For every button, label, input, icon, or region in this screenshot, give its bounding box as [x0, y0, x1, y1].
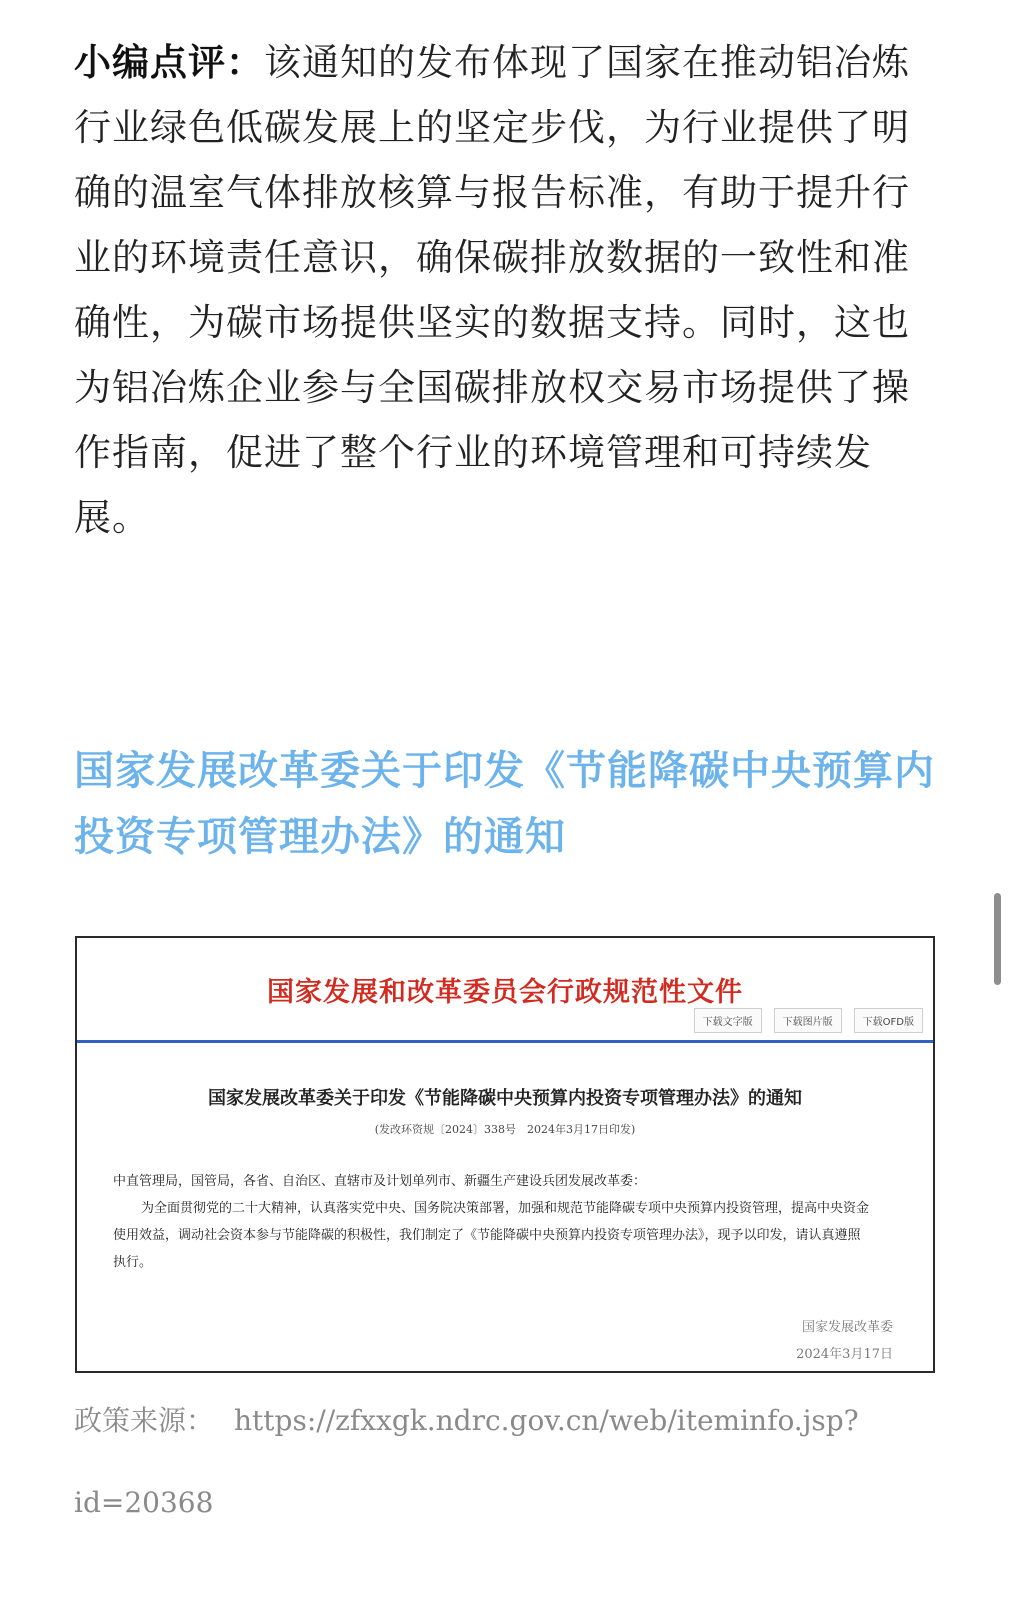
download-text-button[interactable]: 下载文字版 [694, 1008, 762, 1033]
doc-body [113, 1168, 873, 1276]
doc-header-title: 国家发展和改革委员会行政规范性文件 [267, 977, 743, 1008]
source-link-continued[interactable]: id=20368 [74, 1486, 214, 1519]
download-image-button[interactable]: 下载图片版 [774, 1008, 842, 1033]
scrollbar-thumb[interactable] [994, 893, 1001, 985]
source-label: 政策来源： [74, 1404, 215, 1437]
doc-signature-block [796, 1314, 893, 1368]
doc-paragraph: 为全面贯彻党的二十大精神，认真落实党中央、国务院决策部署，加强和规范节能降碳专项中央预算内投资管理，提高中央资金使用效益，调动社会资本参与节能降碳的积极性，我们制定了《节能降碳中央预算内投资专项管理办法》，现予以印发，请认真遵照执行。 [113, 1201, 870, 1270]
doc-subtitle: (发改环资规〔2024〕338号 2024年3月17日印发) [374, 1123, 636, 1136]
policy-source [74, 1400, 954, 1519]
source-link[interactable]: https://zfxxgk.ndrc.gov.cn/web/iteminfo.jsp? [234, 1404, 859, 1437]
policy-document-image [75, 936, 935, 1373]
doc-date: 2024年3月17日 [796, 1347, 893, 1362]
editor-comment-lead: 小编点评： [74, 41, 264, 84]
doc-header [77, 938, 933, 1043]
editor-comment-text: 该通知的发布体现了国家在推动铝冶炼行业绿色低碳发展上的坚定步伐，为行业提供了明确的温室气体排放核算与报告标准，有助于提升行业的环境责任意识，确保碳排放数据的一致性和准确性，为碳市场提供坚实的数据支持。同时，这也为铝冶炼企业参与全国碳排放权交易市场提供了操作指南，促进了整个行业的环境管理和可持续发展。 [74, 41, 910, 539]
doc-title: 国家发展改革委关于印发《节能降碳中央预算内投资专项管理办法》的通知 [208, 1088, 802, 1109]
download-ofd-button[interactable]: 下载OFD版 [854, 1008, 923, 1033]
article-body [74, 30, 940, 550]
editor-comment [74, 30, 940, 550]
section-title: 国家发展改革委关于印发《节能降碳中央预算内投资专项管理办法》的通知 [74, 748, 935, 860]
doc-addressee: 中直管理局，国管局，各省、自治区、直辖市及计划单列市、新疆生产建设兵团发展改革委： [113, 1174, 647, 1189]
doc-signature: 国家发展改革委 [801, 1320, 893, 1335]
download-buttons [694, 1008, 923, 1033]
